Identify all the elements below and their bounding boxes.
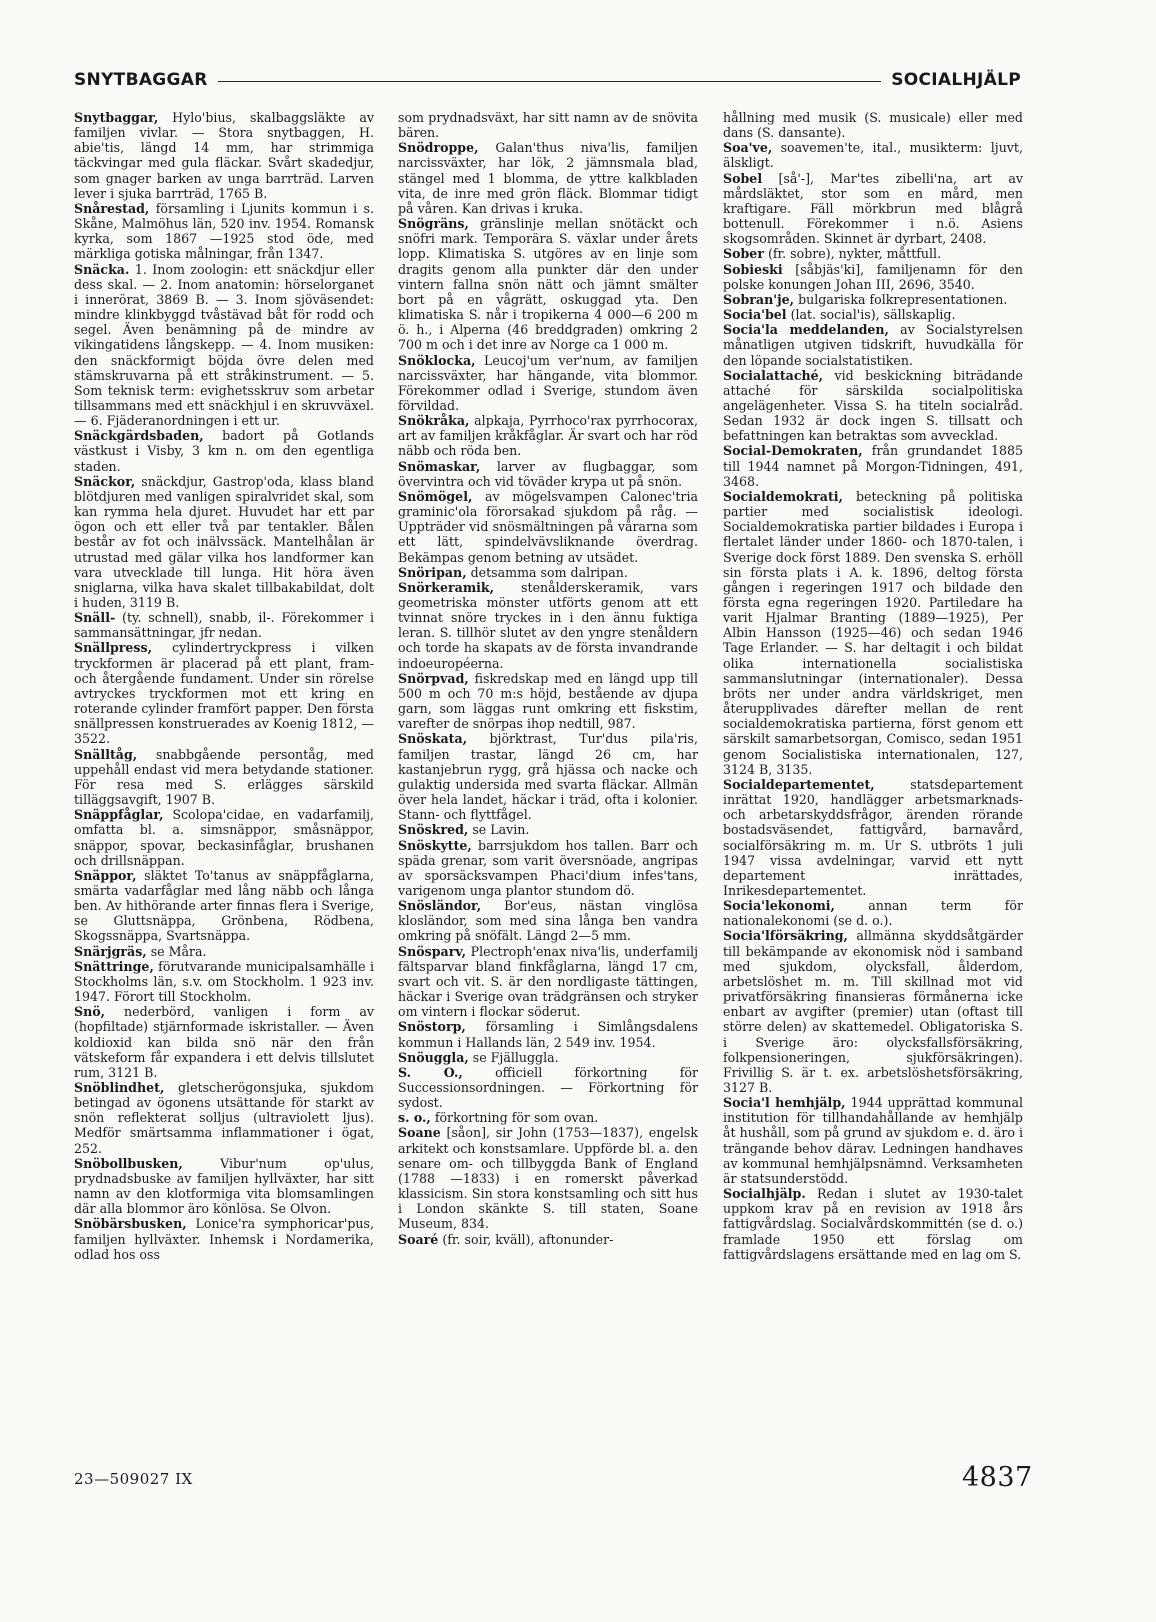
header-right-guideword: SOCIALHJÄLP <box>891 70 1021 90</box>
column-3 <box>723 110 1023 1450</box>
entry-headword: Snödroppe, <box>398 140 479 156</box>
entry-definition: se Måra. <box>146 943 207 959</box>
entry-headword: Snöklocka, <box>398 352 476 368</box>
entry-headword: Snöbollbusken, <box>74 1155 183 1171</box>
entry-definition: detsamma som dalripan. <box>466 564 628 580</box>
entry-definition: annan term för nationalekonomi (se d. o.). <box>723 898 1023 929</box>
dictionary-entry <box>398 671 698 732</box>
dictionary-entry <box>398 1125 698 1231</box>
entry-definition: släktet To'tanus av snäppfåglarna, smärta vadarfåglar med lång näbb och långa ben. Av hithörande arter finnas flera i Sverige, se Gluttsnäppa, Grönbena, Rödbena, Skogssnäppa, Svartsnäppa. <box>74 867 374 944</box>
dictionary-entry <box>74 807 374 868</box>
entry-headword: Snömaskar, <box>398 458 481 474</box>
entry-definition: Redan i slutet av 1930-talet uppkom krav på en revision av 1918 års fattigvårdslag. Socialvårdskommittén (se d. o.) framlade 1950 ett förslag om fattigvårdslagens ersättande med en lag om S. <box>723 1186 1023 1262</box>
dictionary-entry <box>723 1186 1023 1262</box>
entry-definition: (ty. schnell), snabb, il-. Förekommer i sammansättningar, jfr nedan. <box>74 610 374 641</box>
entry-definition: församling i Ljunits kommun i s. Skåne, Malmöhus län, 520 inv. 1954. Romansk kyrka, som 1867 —1925 stod öde, med märkliga gotiska målningar, från 1347. <box>74 200 374 262</box>
entry-headword: Socia'la meddelanden, <box>723 322 889 338</box>
dictionary-entry <box>723 322 1023 367</box>
dictionary-entry <box>723 140 1023 170</box>
entry-definition: 1944 upprättad kommunal institution för tillhandahållande av hemhjälp åt hushåll, som på grund av sjukdom e. d. äro i trängande behov därav. Ledningen handhaves av kommunal hemhjälpsnämnd. Verksamheten är statsunderstödd. <box>723 1095 1023 1186</box>
entry-definition: Plectroph'enax niva'lis, underfamilj fältsparvar bland finkfåglarna, längd 17 cm, svart och vit. S. är den nordligaste tättingen, häckar i Sverige ovan trädgränsen och stryker om vintern i flockar söderut. <box>398 943 698 1020</box>
dictionary-entry <box>398 580 698 671</box>
dictionary-entry <box>74 1156 374 1217</box>
entry-definition: snäckdjur, Gastrop'oda, klass bland blötdjuren med vanligen spiralvridet skal, som kan rymma hela djuret. Huvudet har ett par ögon och ett eller två par tentakler. Bålen består av fot och inälvssäck. Mantelhålan är utrustad med gälar vilka hos landformer kan vara utvecklade till lunga. Hit höra även sniglarna, vilka hava skalet tillbakabildat, dolt i huden, 3119 B. <box>74 473 374 610</box>
entry-headword: Socialdepartementet, <box>723 776 875 792</box>
entry-definition: gletscherögonsjuka, sjukdom betingad av ögonens utsättande för starkt av snön reflekterat solljus (ultraviolett ljus). Medför smärtsamma inflammationer i ögat, 252. <box>74 1080 374 1156</box>
dictionary-entry <box>74 201 374 262</box>
entry-definition: se Fjälluggla. <box>468 1049 559 1065</box>
dictionary-entry <box>398 459 698 489</box>
dictionary-entry <box>74 640 374 746</box>
entry-headword: Socialhjälp. <box>723 1186 806 1202</box>
entry-headword: Snårestad, <box>74 200 150 216</box>
dictionary-entry <box>723 368 1023 444</box>
entry-definition: björktrast, Tur'dus pila'ris, familjen trastar, längd 26 cm, har kastanjebrun rygg, grå hjässa och nacke och gulaktig undersida med svarta fläckar. Allmän över hela landet, häckar i träd, ofta i kolonier. Stann- och flyttfågel. <box>398 731 698 823</box>
entry-headword: Snäppfåglar, <box>74 807 164 823</box>
entry-definition: som prydnadsväxt, har sitt namn av de snövita bären. <box>398 110 698 141</box>
entry-definition: bulgariska folkrepresentationen. <box>794 291 1008 307</box>
entry-definition: av mögelsvampen Calonec'tria graminic'ola förorsakad sjukdom på råg. — Uppträder vid snösmältningen på vårarna som ett lätt, spindelvävsliknande överdrag. Bekämpas genom betning av utsädet. <box>398 488 698 565</box>
entry-definition: badort på Gotlands västkust i Visby, 3 km n. om den egentliga staden. <box>74 428 374 474</box>
entry-headword: Snäcka. <box>74 261 130 277</box>
header-rule <box>218 81 882 82</box>
entry-headword: Snäckor, <box>74 473 136 489</box>
entry-headword: Socia'lförsäkring, <box>723 928 848 944</box>
entry-headword: Snöskred, <box>398 822 469 838</box>
dictionary-entry <box>723 307 1023 322</box>
dictionary-entry <box>74 747 374 808</box>
entry-definition: beteckning på politiska partier med socialistisk ideologi. Socialdemokratiska partier bildades i Europa i flertalet länder under 1860- och 1870-talen, i Sverige dock först 1889. Den svenska S. erhöll sin första plats i A. k. 1896, deltog första gången i regeringen 1917 och bildade den första egna regeringen 1920. Partiledare ha varit Hjalmar Branting (1889—1925), Per Albin Hansson (1925—46) och sedan 1946 Tage Erlander. — S. har deltagit i och bildat olika internationella socialistiska sammanslutningar (internationaler). Dessa bröts ner under andra världskriget, men återupplivades därefter mellan de rent socialdemokratiska partierna, först genom ett särskilt samarbetsorgan, Comisco, sedan 1951 genom Socialistiska internationalen, 127, 3124 B, 3135. <box>723 488 1023 777</box>
entry-definition: Hylo'bius, skalbaggsläkte av familjen vivlar. — Stora snytbaggen, H. abie'tis, längd 14 mm, har strimmiga täckvingar med gula fläckar. Svårt skadedjur, som gnager barken av unga barrträd. Larven lever i sjuka barrträd, 1765 B. <box>74 110 374 201</box>
entry-headword: Sobieski <box>723 261 783 277</box>
entry-headword: Snärjgräs, <box>74 943 147 959</box>
dictionary-entry <box>723 777 1023 898</box>
entry-definition: 1. Inom zoologin: ett snäckdjur eller dess skal. — 2. Inom anatomin: hörselorganet i innerörat, 3869 B. — 3. Inom sjöväsendet: mindre klinkbyggd tvåstävad båt för rodd och segel. Även benämning på de mindre av vikingatidens långskepp. — 4. Inom musiken: den snäckformigt böjda övre delen med stämskruvarna på ett stråkinstrument. — 5. Som teknisk term: evighetsskruv som arbetar tillsammans med ett snäckhjul i en skruvväxel. — 6. Fjäderanordningen i ett ur. <box>74 261 374 429</box>
entry-headword: Snättringe, <box>74 958 154 974</box>
dictionary-entry <box>723 898 1023 928</box>
dictionary-entry <box>398 353 698 414</box>
entry-headword: Snäckgärdsbaden, <box>74 428 204 444</box>
dictionary-entry <box>723 292 1023 307</box>
dictionary-entry <box>398 822 698 837</box>
entry-definition: [såon], sir John (1753—1837), engelsk arkitekt och konstsamlare. Uppförde bl. a. den senare om- och tillbyggda Bank of England (1788 —1833) i en romerskt påverkad klassicism. Sin stora konstsamling och sitt hus i London skänkte S. till staten, Soane Museum, 834. <box>398 1125 698 1232</box>
dictionary-entry <box>723 246 1023 261</box>
entry-headword: Snöbärsbusken, <box>74 1216 187 1232</box>
dictionary-entry <box>398 731 698 822</box>
entry-definition: förkortning för som ovan. <box>430 1110 599 1126</box>
dictionary-entry <box>74 110 374 201</box>
entry-headword: Snömögel, <box>398 488 473 504</box>
dictionary-entry <box>398 1065 698 1110</box>
dictionary-entry <box>398 838 698 899</box>
entry-definition: se Lavin. <box>468 822 530 838</box>
entry-headword: Snösländor, <box>398 898 482 914</box>
dictionary-entry <box>74 428 374 473</box>
dictionary-entry <box>74 959 374 1004</box>
entry-definition: [såbjäs'ki], familjenamn för den polske konungen Johan III, 2696, 3540. <box>723 261 1023 292</box>
entry-headword: Soane <box>398 1125 441 1141</box>
entry-definition: nederbörd, vanligen i form av (hopfiltade) stjärnformade iskristaller. — Även koldioxid kan bilda snö när den från vätskeform får expandera i ett delvis tillslutet rum, 3121 B. <box>74 1004 374 1080</box>
entry-headword: Snörkeramik, <box>398 579 495 595</box>
dictionary-entry <box>398 565 698 580</box>
entry-definition: Galan'thus niva'lis, familjen narcissväxter, har lök, 2 jämnsmala blad, stängel med 1 blomma, de yttre kalkbladen vita, de inre med grön fläck. Blommar tidigt på våren. Kan drivas i kruka. <box>398 140 698 216</box>
entry-headword: Snäll- <box>74 610 116 626</box>
entry-headword: Snökråka, <box>398 413 470 429</box>
entry-headword: Social-Demokraten, <box>723 443 863 459</box>
entry-headword: Socia'bel <box>723 307 787 323</box>
entry-headword: s. o., <box>398 1110 431 1126</box>
entry-headword: Snöskata, <box>398 731 467 747</box>
dictionary-entry <box>398 140 698 216</box>
entry-headword: Snäppor, <box>74 867 137 883</box>
entry-definition: soavemen'te, ital., musikterm: ljuvt, älskligt. <box>723 140 1023 171</box>
entry-definition: församling i Simlångsdalens kommun i Hallands län, 2 549 inv. 1954. <box>398 1019 698 1050</box>
dictionary-entry <box>723 110 1023 140</box>
entry-headword: Snörpvad, <box>398 670 469 686</box>
dictionary-entry <box>723 489 1023 777</box>
entry-definition: vid beskickning biträdande attaché för särskilda socialpolitiska angelägenheter. Vissa S. ha titeln socialråd. Sedan 1932 är dock ingen S. tillsatt och befattningen kan betraktas som avvecklad. <box>723 367 1023 444</box>
entry-headword: Socia'lekonomi, <box>723 898 835 914</box>
entry-definition: från grundandet 1885 till 1944 namnet på Morgon-Tidningen, 491, 3468. <box>723 443 1023 489</box>
running-header <box>74 66 1021 94</box>
entry-headword: Snälltåg, <box>74 746 138 762</box>
dictionary-entry <box>723 928 1023 1095</box>
entry-headword: Snytbaggar, <box>74 110 159 125</box>
entry-definition: fiskredskap med en längd upp till 500 m och 70 m:s höjd, bestående av djupa garn, som läggas runt omkring ett fiskstim, varefter de snörpas ihop nedtill, 987. <box>398 670 698 732</box>
column-2 <box>398 110 698 1450</box>
entry-headword: Soaré <box>398 1231 439 1247</box>
dictionary-entry <box>398 489 698 565</box>
entry-definition: Vibur'num op'ulus, prydnadsbuske av familjen hyllväxter, har sitt namn av den klotformiga vita blomsamlingen där alla blommor äro könlösa. Se Olvon. <box>74 1155 374 1217</box>
dictionary-entry <box>723 171 1023 247</box>
dictionary-entry <box>398 1232 698 1247</box>
entry-definition: stenålderskeramik, vars geometriska mönster utförts genom att ett tvinnat snöre tryckes in i den ännu fuktiga leran. S. tillhör slutet av den yngre stenåldern och torde ha skapats av de första invandrande indoeuropéerna. <box>398 579 698 671</box>
dictionary-entry <box>398 413 698 458</box>
entry-headword: Snögräns, <box>398 216 469 232</box>
dictionary-entry <box>74 1004 374 1080</box>
dictionary-entry <box>723 262 1023 292</box>
entry-definition: (lat. social'is), sällskaplig. <box>786 307 956 323</box>
dictionary-entry <box>74 1080 374 1156</box>
dictionary-entry <box>723 443 1023 488</box>
entry-headword: Soa've, <box>723 140 773 156</box>
dictionary-entry <box>74 262 374 429</box>
header-left-guideword: SNYTBAGGAR <box>74 70 208 90</box>
entry-headword: Snöuggla, <box>398 1049 469 1065</box>
dictionary-entry <box>74 868 374 944</box>
entry-headword: Socialattaché, <box>723 367 824 383</box>
dictionary-entry <box>74 610 374 640</box>
entry-headword: Sobel <box>723 170 763 186</box>
column-1 <box>74 110 374 1450</box>
dictionary-entry <box>398 898 698 943</box>
entry-headword: Snöskytte, <box>398 837 472 853</box>
dictionary-entry <box>398 944 698 1020</box>
entry-headword: Snöripan, <box>398 564 467 580</box>
dictionary-entry <box>74 474 374 610</box>
entry-definition: [så'-], Mar'tes zibelli'na, art av mårdsläktet, stor som en mård, men kraftigare. Fäll mörkbrun med blågrå bottenull. Förekommer i n.ö. Asiens skogsområden. Skinnet är dyrbart, 2408. <box>723 170 1023 247</box>
entry-definition: alpkaja, Pyrrhoco'rax pyrrhocorax, art av familjen kråkfåglar. Är svart och har röd näbb och röda ben. <box>398 413 698 459</box>
entry-definition: barrsjukdom hos tallen. Barr och späda grenar, som varit översnöade, angripas av sporsäcksvampen Phaci'dium infes'tans, varigenom unga plantor stundom dö. <box>398 837 698 898</box>
dictionary-entry <box>398 1110 698 1125</box>
entry-definition: (fr. soir, kväll), aftonunder- <box>438 1231 614 1247</box>
entry-definition: statsdepartement inrättat 1920, handlägger arbetsmarknads- och arbetarskyddsfrågor, ärenden rörande bostadsväsendet, fattigvård, barnavård, socialförsäkring m. m. Ur S. utbröts 1 juli 1947 vissa avdelningar, varvid ett nytt departement inrättades, Inrikesdepartementet. <box>723 776 1023 898</box>
entry-definition: (fr. sobre), nykter, måttfull. <box>763 246 942 262</box>
entry-definition: larver av flugbaggar, som övervintra och vid töväder krypa ut på snön. <box>398 458 698 489</box>
entry-definition: allmänna skyddsåtgärder till bekämpande av ekonomisk nöd i samband med sjukdom, olycksfall, ålderdom, arbetslöshet m. m. Till skillnad mot vid privatförsäkring finansieras förmånerna icke enbart av avgifter (premier) utan (oftast till större delen) av skattemedel. Obligatoriska S. i Sverige äro: olycksfallsförsäkring, folkpensioneringen, sjukförsäkringen). Frivillig S. är t. ex. arbetslöshetsförsäkring, 3127 B. <box>723 928 1023 1095</box>
entry-headword: Sobran'je, <box>723 291 795 307</box>
dictionary-entry <box>398 110 698 140</box>
printer-signature: 23—509027 IX <box>74 1470 193 1488</box>
entry-headword: Snö, <box>74 1004 106 1020</box>
dictionary-entry <box>74 944 374 959</box>
entry-definition: Bor'eus, nästan vinglösa klosländor, som med sina långa ben vandra omkring på snöfält. Längd 2—5 mm. <box>398 898 698 944</box>
dictionary-entry <box>74 1216 374 1261</box>
entry-definition: Scolopa'cidae, en vadarfamilj, omfatta bl. a. simsnäppor, småsnäppor, snäppor, spovar, beckasinfåglar, brushanen och drillsnäppan. <box>74 807 374 868</box>
entry-headword: Sober <box>723 246 764 262</box>
entry-definition: gränslinje mellan snötäckt och snöfri mark. Temporära S. växlar under årets lopp. Klimatiska S. utgöres av en linje som dragits genom alla punkter där den under vintern fallna snön nätt och jämnt smälter bort på en vågrätt, oskuggad yta. Den klimatiska S. når i tropikerna 4 000—6 200 m ö. h., i Alperna (46 breddgraden) omkring 2 700 m och i det inre av Norge ca 1 000 m. <box>398 216 698 353</box>
dictionary-entry <box>398 1019 698 1049</box>
entry-headword: Snöstorp, <box>398 1019 466 1035</box>
entry-headword: Snällpress, <box>74 640 152 656</box>
entry-headword: Socia'l hemhjälp, <box>723 1095 846 1111</box>
entry-headword: S. O., <box>398 1064 463 1080</box>
entry-definition: förutvarande municipalsamhälle i Stockholms län, s.v. om Stockholm. 1 923 inv. 1947. Förort till Stockholm. <box>74 958 374 1005</box>
dictionary-entry <box>398 216 698 352</box>
entry-headword: Socialdemokrati, <box>723 488 843 504</box>
entry-definition: av Socialstyrelsen månatligen utgiven tidskrift, huvudkälla för den löpande socialstatistiken. <box>723 322 1023 368</box>
dictionary-entry <box>723 1095 1023 1186</box>
page-number: 4837 <box>962 1462 1033 1493</box>
entry-headword: Snösparv, <box>398 943 467 959</box>
entry-definition: cylindertryckpress i vilken tryckformen är placerad på ett plant, fram- och återgående fundament. Under sin rörelse avtryckes tryckformen mot ett kring en roterande cylinder framfört papper. Den första snällpressen konstruerades av Koenig 1812, — 3522. <box>74 640 374 747</box>
entry-headword: Snöblindhet, <box>74 1080 165 1095</box>
entry-definition: officiell förkortning för Successionsordningen. — Förkortning för sydost. <box>398 1064 698 1111</box>
dictionary-entry <box>398 1050 698 1065</box>
entry-definition: snabbgående persontåg, med uppehåll endast vid mera betydande stationer. För resa med S. erlägges särskild tilläggsavgift, 1907 B. <box>74 746 374 808</box>
entry-definition: Lonice'ra symphoricar'pus, familjen hyllväxter. Inhemsk i Nordamerika, odlad hos oss <box>74 1216 374 1262</box>
entry-definition: hållning med musik (S. musicale) eller med dans (S. dansante). <box>723 110 1023 141</box>
entry-definition: Leucoj'um ver'num, av familjen narcissväxter, har hängande, vita blommor. Förekommer odlad i Sverige, stundom även förvildad. <box>398 352 698 413</box>
